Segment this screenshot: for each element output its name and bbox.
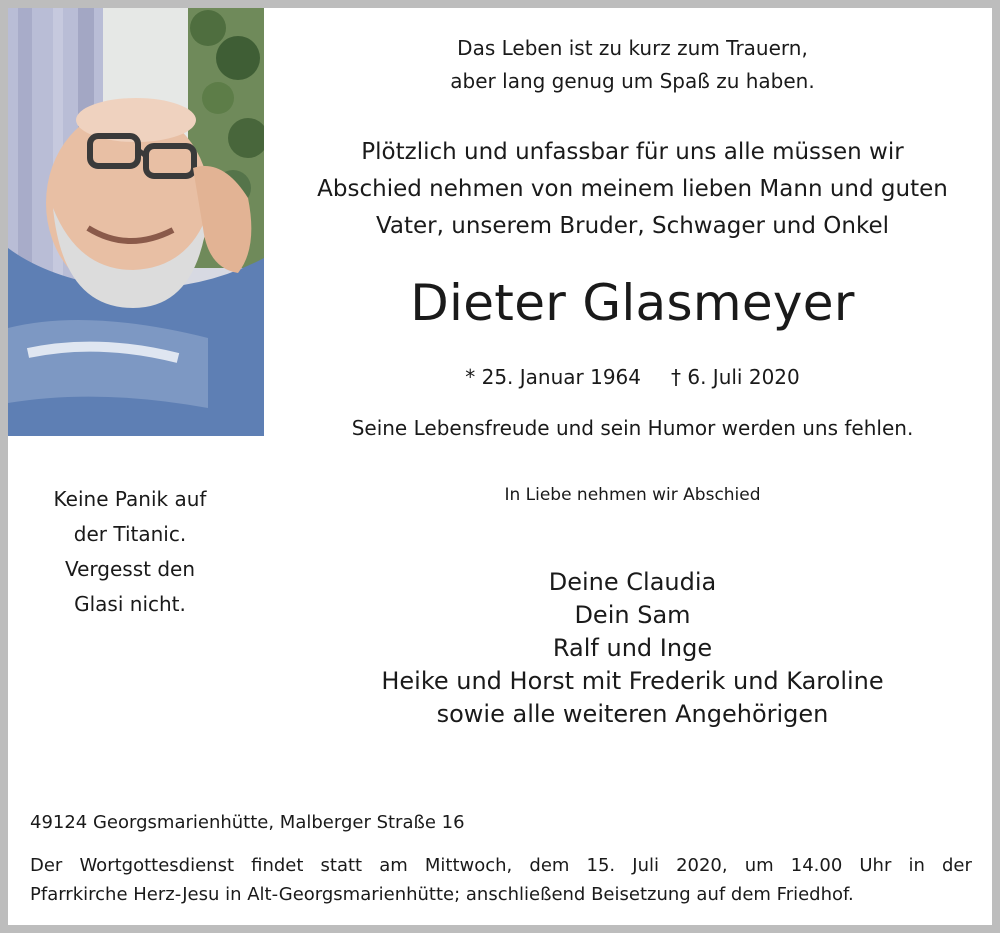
service-word: dem — [529, 855, 570, 876]
service-info — [30, 851, 972, 909]
quote-line: aber lang genug um Spaß zu haben. — [450, 69, 815, 93]
humor-line: Seine Lebensfreude und sein Humor werden uns fehlen. — [351, 416, 914, 440]
side-quote-line: Vergesst den — [64, 557, 196, 581]
service-word: in — [908, 855, 925, 876]
service-word: um — [744, 855, 774, 876]
life-dates — [265, 362, 1000, 392]
announcement-line: Vater, unserem Bruder, Schwager und Onkel — [375, 213, 890, 239]
family-line: Heike und Horst mit Frederik und Karoline — [381, 667, 884, 695]
in-liebe-line: In Liebe nehmen wir Abschied — [504, 485, 761, 505]
service-word: am — [379, 855, 408, 876]
death-date: † 6. Juli 2020 — [671, 365, 800, 389]
opening-quote — [265, 32, 1000, 98]
service-word: findet — [251, 855, 304, 876]
service-word: 15. — [586, 855, 616, 876]
service-word: Mittwoch, — [424, 855, 513, 876]
side-quote-line: der Titanic. — [73, 522, 187, 546]
service-word: Der — [30, 855, 63, 876]
service-word: statt — [320, 855, 363, 876]
side-quote — [30, 482, 230, 622]
service-word: 14.00 — [790, 855, 843, 876]
birth-date: * 25. Januar 1964 — [465, 365, 641, 389]
family-line: Dein Sam — [574, 601, 691, 629]
side-quote-line: Keine Panik auf — [53, 487, 207, 511]
portrait-photo — [8, 8, 264, 436]
service-word: Juli — [632, 855, 659, 876]
service-word: 2020, — [676, 855, 728, 876]
service-word: Uhr — [859, 855, 892, 876]
service-line — [30, 851, 972, 880]
announcement-line: Abschied nehmen von meinem lieben Mann und guten — [317, 176, 948, 202]
family-line: Ralf und Inge — [552, 634, 713, 662]
family-signatures — [265, 566, 1000, 731]
death-announcement — [265, 134, 1000, 245]
service-word: der — [941, 855, 972, 876]
side-quote-line: Glasi nicht. — [74, 592, 186, 616]
service-word: Wortgottesdienst — [79, 855, 235, 876]
family-line: Deine Claudia — [548, 568, 717, 596]
quote-line: Das Leben ist zu kurz zum Trauern, — [457, 36, 808, 60]
address: 49124 Georgsmarienhütte, Malberger Straße 16 — [30, 812, 465, 833]
announcement-line: Plötzlich und unfassbar für uns alle müssen wir — [361, 139, 904, 165]
deceased-name: Dieter Glasmeyer — [410, 274, 855, 332]
service-line: Pfarrkirche Herz-Jesu in Alt-Georgsmarienhütte; anschließend Beisetzung auf dem Friedhof. — [30, 884, 854, 905]
family-line: sowie alle weiteren Angehörigen — [436, 700, 829, 728]
